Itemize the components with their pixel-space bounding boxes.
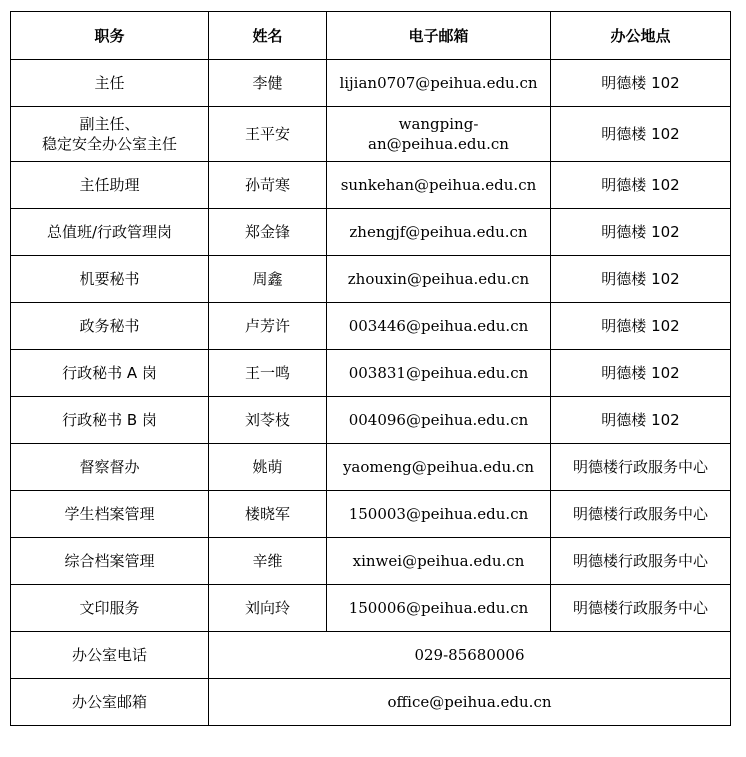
email-cell: zhengjf@peihua.edu.cn (327, 209, 551, 256)
table-row (11, 162, 731, 209)
location-cell: 明德楼行政服务中心 (551, 585, 731, 632)
location-cell: 明德楼 102 (551, 350, 731, 397)
name-cell: 刘苓枝 (209, 397, 327, 444)
table-row (11, 350, 731, 397)
name-cell: 孙苛寒 (209, 162, 327, 209)
table-row (11, 538, 731, 585)
name-cell: 王一鸣 (209, 350, 327, 397)
name-cell: 郑金锋 (209, 209, 327, 256)
location-cell: 明德楼行政服务中心 (551, 444, 731, 491)
position-cell: 学生档案管理 (11, 491, 209, 538)
email-cell: yaomeng@peihua.edu.cn (327, 444, 551, 491)
email-cell: 003831@peihua.edu.cn (327, 350, 551, 397)
header-row (11, 12, 731, 60)
name-cell: 卢芳许 (209, 303, 327, 350)
email-cell: lijian0707@peihua.edu.cn (327, 60, 551, 107)
name-cell: 王平安 (209, 107, 327, 162)
office-email-row (11, 679, 731, 726)
location-cell: 明德楼行政服务中心 (551, 491, 731, 538)
email-cell: sunkehan@peihua.edu.cn (327, 162, 551, 209)
header-email: 电子邮箱 (327, 12, 551, 60)
position-cell: 文印服务 (11, 585, 209, 632)
position-cell: 政务秘书 (11, 303, 209, 350)
office-email-value: office@peihua.edu.cn (209, 679, 731, 726)
location-cell: 明德楼 102 (551, 303, 731, 350)
office-phone-label: 办公室电话 (11, 632, 209, 679)
location-cell: 明德楼 102 (551, 162, 731, 209)
name-cell: 刘向玲 (209, 585, 327, 632)
header-location: 办公地点 (551, 12, 731, 60)
location-cell: 明德楼 102 (551, 60, 731, 107)
name-cell: 李健 (209, 60, 327, 107)
location-cell: 明德楼 102 (551, 209, 731, 256)
header-name: 姓名 (209, 12, 327, 60)
position-cell: 总值班/行政管理岗 (11, 209, 209, 256)
location-cell: 明德楼行政服务中心 (551, 538, 731, 585)
email-cell: xinwei@peihua.edu.cn (327, 538, 551, 585)
position-cell: 主任 (11, 60, 209, 107)
position-cell: 机要秘书 (11, 256, 209, 303)
office-email-label: 办公室邮箱 (11, 679, 209, 726)
position-cell: 行政秘书 B 岗 (11, 397, 209, 444)
location-cell: 明德楼 102 (551, 107, 731, 162)
position-cell: 行政秘书 A 岗 (11, 350, 209, 397)
contact-table (10, 11, 731, 726)
table-row (11, 256, 731, 303)
position-cell: 主任助理 (11, 162, 209, 209)
table-row (11, 397, 731, 444)
email-cell: 003446@peihua.edu.cn (327, 303, 551, 350)
name-cell: 周鑫 (209, 256, 327, 303)
table-row (11, 60, 731, 107)
location-cell: 明德楼 102 (551, 397, 731, 444)
email-cell: 150003@peihua.edu.cn (327, 491, 551, 538)
email-cell: 150006@peihua.edu.cn (327, 585, 551, 632)
location-cell: 明德楼 102 (551, 256, 731, 303)
position-cell: 督察督办 (11, 444, 209, 491)
table-row (11, 585, 731, 632)
name-cell: 辛维 (209, 538, 327, 585)
email-cell: 004096@peihua.edu.cn (327, 397, 551, 444)
position-cell (11, 107, 209, 162)
table-row (11, 491, 731, 538)
table-row (11, 107, 731, 162)
table-row (11, 444, 731, 491)
table-row (11, 209, 731, 256)
name-cell: 楼晓军 (209, 491, 327, 538)
email-cell: wangping-an@peihua.edu.cn (327, 107, 551, 162)
header-position: 职务 (11, 12, 209, 60)
email-cell: zhouxin@peihua.edu.cn (327, 256, 551, 303)
office-phone-row (11, 632, 731, 679)
name-cell: 姚萌 (209, 444, 327, 491)
office-phone-value: 029-85680006 (209, 632, 731, 679)
table-row (11, 303, 731, 350)
position-cell: 综合档案管理 (11, 538, 209, 585)
position-text: 副主任、 稳定安全办公室主任 (41, 115, 177, 153)
